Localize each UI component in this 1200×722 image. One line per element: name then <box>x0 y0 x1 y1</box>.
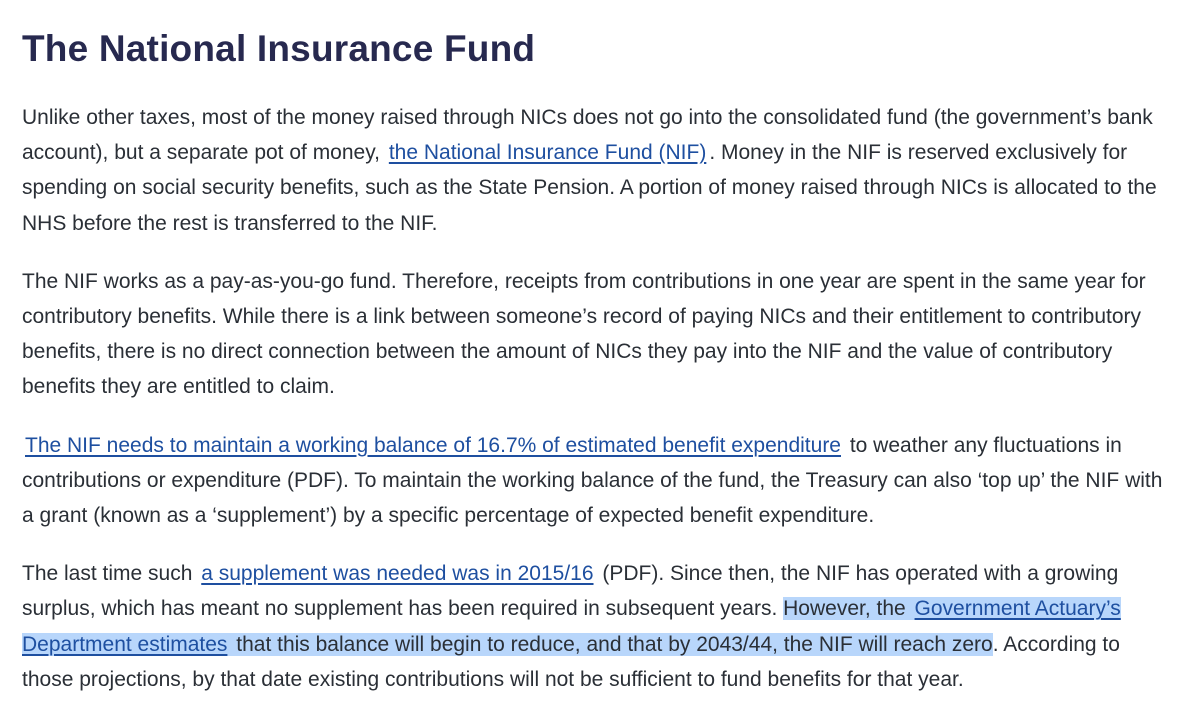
paragraph-nif-intro <box>22 100 1172 241</box>
article-content <box>22 22 1172 697</box>
paragraph-working-balance <box>22 428 1172 534</box>
highlighted-text: However, the <box>783 597 912 621</box>
government-actuary-department-link[interactable]: Government Actuary’s Department estimates <box>22 597 1121 656</box>
paragraph-text: . According to those projections, by that date existing contributions will not be sufficient to fund benefits for that year. <box>22 632 1120 691</box>
paragraph-text: Unlike other taxes, most of the money raised through NICs does not go into the consolidated fund (the government’s bank account), but a separate pot of money, <box>22 106 1153 165</box>
paragraph-text: (PDF). Since then, the NIF has operated with a growing surplus, which has meant no supplement has been required in subsequent years. <box>22 562 1119 621</box>
highlighted-text: that this balance will begin to reduce, and that by 2043/44, the NIF will reach zero <box>230 632 993 656</box>
paragraph-text: The NIF works as a pay-as-you-go fund. Therefore, receipts from contributions in one year are spent in the same year for contributory benefits. While there is a link between someone’s record of paying NICs and their entitlement to contributory benefits, there is no direct connection between the amount of NICs they pay into the NIF and the value of contributory benefits they are entitled to claim. <box>22 269 1146 399</box>
national-insurance-fund-link[interactable]: the National Insurance Fund (NIF) <box>388 141 707 165</box>
working-balance-link[interactable]: The NIF needs to maintain a working balance of 16.7% of estimated benefit expenditure <box>25 433 841 457</box>
paragraph-pay-as-you-go <box>22 264 1172 405</box>
page-title: The National Insurance Fund <box>22 28 536 69</box>
supplement-2015-16-link[interactable]: a supplement was needed was in 2015/16 <box>201 562 594 586</box>
paragraph-text: The last time such <box>22 562 199 586</box>
paragraph-supplement <box>22 556 1172 697</box>
paragraph-text: to weather any fluctuations in contributions or expenditure (PDF). To maintain the working balance of the fund, the Treasury can also ‘top up’ the NIF with a grant (known as a ‘supplement’) by a specific percentage of expected benefit expenditure. <box>22 433 1163 528</box>
paragraph-text: . Money in the NIF is reserved exclusively for spending on social security benefits, such as the State Pension. A portion of money raised through NICs is allocated to the NHS before the rest is transferred to the NIF. <box>22 141 1157 235</box>
